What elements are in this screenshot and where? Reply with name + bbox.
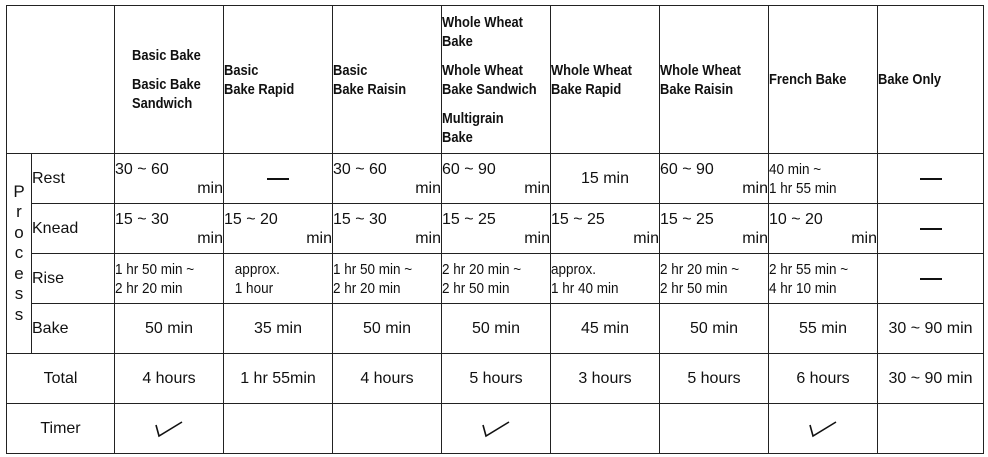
checkmark-icon [479,419,513,439]
cell-rise-5 [660,254,769,304]
not-applicable-dash [267,178,289,180]
program-header-0 [115,6,224,154]
cell-text: 1 hr 55min [240,370,316,387]
checkmark-icon [152,419,186,439]
program-header-1 [224,6,333,154]
cell-rise-7 [878,254,984,304]
cell-bake-5 [660,304,769,354]
program-header-6 [769,6,878,154]
cell-bake-1 [224,304,333,354]
row-bake [7,304,984,354]
cell-knead-4 [551,204,660,254]
row-rest [7,154,984,204]
program-name-line: Basic [224,61,259,79]
cell-knead-2 [333,204,442,254]
program-header-7 [878,6,984,154]
cell-text: 4 hr 10 min [769,279,837,297]
program-header-4 [551,6,660,154]
cell-rest-1 [224,154,333,204]
cell-unit: min [197,229,223,247]
cell-rise-1 [224,254,333,304]
cell-rise-6 [769,254,878,304]
cell-rest-2 [333,154,442,204]
cell-knead-6 [769,204,878,254]
cell-text: 1 hr 50 min ~ [115,260,195,278]
cell-text: 15 min [580,170,630,187]
cell-text: 50 min [689,320,739,337]
process-letter: r [16,202,22,222]
program-name-line: Basic Bake [132,76,201,93]
cell-text: 50 min [144,320,194,337]
cell-total-1 [224,354,333,404]
cell-total-0 [115,354,224,404]
cell-total-2 [333,354,442,404]
cell-knead-1 [224,204,333,254]
cell-bake-4 [551,304,660,354]
cell-text: 60 ~ 90 [660,160,714,178]
cell-text: 3 hours [578,370,632,387]
cell-unit: min [197,179,223,197]
program-name-line: Bake [442,32,473,50]
program-name-line: Whole Wheat [551,61,632,79]
cell-total-4 [551,354,660,404]
program-name-line: Basic [333,61,368,79]
program-name-line: Sandwich [132,95,193,112]
cell-text: 2 hr 20 min ~ [442,260,522,278]
cell-rest-4 [551,154,660,204]
cell-text: 15 ~ 20 [224,210,278,228]
cell-bake-0 [115,304,224,354]
row-total [7,354,984,404]
process-label [7,154,32,354]
cell-text: 2 hr 20 min ~ [660,260,740,278]
row-label-total: Total [7,354,115,404]
cell-bake-6 [769,304,878,354]
row-label-timer: Timer [7,404,115,454]
cell-timer-5 [660,404,769,454]
cell-text: 30 ~ 90 min [888,320,973,337]
program-name-line: Whole Wheat [660,61,741,79]
program-name-line: Bake Rapid [551,80,622,98]
cell-text: 15 ~ 25 [551,210,605,228]
cell-text: 2 hr 50 min [442,279,510,297]
cell-text: 60 ~ 90 [442,160,496,178]
cell-bake-3 [442,304,551,354]
cell-rest-7 [878,154,984,204]
cell-text: 1 hr 40 min [551,279,619,297]
cell-text: 30 ~ 60 [115,160,169,178]
corner-cell [7,6,115,154]
cell-text: 2 hr 20 min [115,279,183,297]
row-label-knead: Knead [32,204,115,254]
cell-text: 15 ~ 25 [660,210,714,228]
cell-unit: min [306,229,332,247]
cell-unit: min [851,229,877,247]
cell-rest-0 [115,154,224,204]
cell-rise-2 [333,254,442,304]
cell-text: approx. [234,260,280,278]
cell-timer-1 [224,404,333,454]
cell-unit: min [742,179,768,197]
process-letter: s [14,304,24,324]
cell-rest-5 [660,154,769,204]
cell-timer-7 [878,404,984,454]
row-timer [7,404,984,454]
program-name-line: Bake Only [878,71,942,88]
cell-text: 50 min [362,320,412,337]
cell-unit: min [524,229,550,247]
cell-timer-6 [769,404,878,454]
program-header-2 [333,6,442,154]
cell-text: 1 hour [234,279,274,297]
cell-knead-5 [660,204,769,254]
cell-rest-3 [442,154,551,204]
not-applicable-dash [920,278,942,280]
program-name-line: Basic Bake [132,47,201,64]
cell-text: 55 min [798,320,848,337]
cell-bake-2 [333,304,442,354]
program-name-line: French Bake [769,71,847,88]
cell-timer-3 [442,404,551,454]
cell-unit: min [524,179,550,197]
cell-timer-2 [333,404,442,454]
not-applicable-dash [920,178,942,180]
row-label-bake: Bake [32,304,115,354]
cell-timer-4 [551,404,660,454]
cell-text: 35 min [253,320,303,337]
program-name-line: Bake [442,128,473,146]
program-name-line: Multigrain [442,109,504,127]
cell-rest-6 [769,154,878,204]
cell-bake-7 [878,304,984,354]
cell-text: 2 hr 50 min [660,279,728,297]
cell-text: 45 min [580,320,630,337]
cell-rise-3 [442,254,551,304]
cell-text: 4 hours [142,370,196,387]
cell-text: 5 hours [687,370,741,387]
cell-unit: min [415,229,441,247]
program-header-5 [660,6,769,154]
program-name-line: Whole Wheat [442,13,523,31]
process-letter: c [14,243,24,263]
cell-timer-0 [115,404,224,454]
cell-unit: min [415,179,441,197]
row-knead [7,204,984,254]
row-rise [7,254,984,304]
program-name-line: Bake Raisin [333,80,407,98]
cell-text: 2 hr 20 min [333,279,401,297]
cell-text: 30 ~ 60 [333,160,387,178]
row-label-rise: Rise [32,254,115,304]
program-name-line: Bake Raisin [660,80,734,98]
program-name-line: Bake Sandwich [442,80,537,98]
cell-text: 5 hours [469,370,523,387]
cell-text: 1 hr 55 min [769,179,837,197]
cell-text: 30 ~ 90 min [888,370,973,387]
cell-text: 4 hours [360,370,414,387]
process-letter: o [14,222,24,242]
not-applicable-dash [920,228,942,230]
bread-program-table [6,5,984,454]
process-letter: s [14,284,24,304]
cell-rise-4 [551,254,660,304]
cell-text: 2 hr 55 min ~ [769,260,849,278]
cell-unit: min [742,229,768,247]
process-letter: e [14,263,24,283]
cell-text: 15 ~ 30 [333,210,387,228]
cell-total-6 [769,354,878,404]
cell-text: 6 hours [796,370,850,387]
cell-text: 1 hr 50 min ~ [333,260,413,278]
program-name-line: Whole Wheat [442,61,523,79]
program-name-line: Bake Rapid [224,80,295,98]
checkmark-icon [806,419,840,439]
process-letter: P [13,181,25,201]
cell-total-5 [660,354,769,404]
cell-knead-0 [115,204,224,254]
cell-text: 40 min ~ [769,160,822,178]
program-header-3 [442,6,551,154]
cell-text: 15 ~ 30 [115,210,169,228]
cell-total-7 [878,354,984,404]
header-row [7,6,984,154]
cell-knead-3 [442,204,551,254]
cell-total-3 [442,354,551,404]
cell-text: 50 min [471,320,521,337]
cell-text: 15 ~ 25 [442,210,496,228]
cell-unit: min [633,229,659,247]
cell-knead-7 [878,204,984,254]
cell-text: 10 ~ 20 [769,210,823,228]
cell-rise-0 [115,254,224,304]
cell-text: approx. [551,260,597,278]
row-label-rest: Rest [32,154,115,204]
